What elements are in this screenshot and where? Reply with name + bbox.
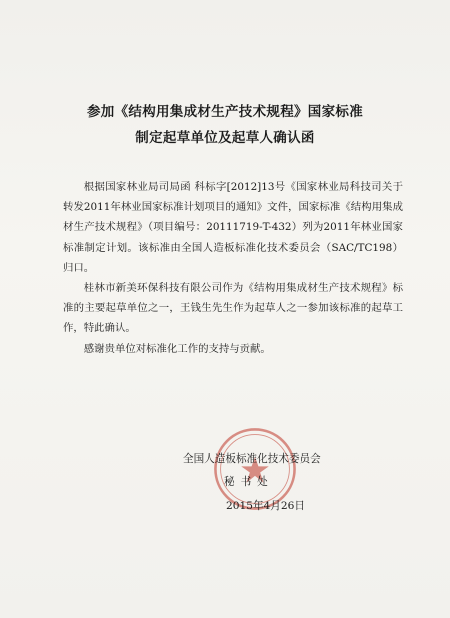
body-paragraph: 感谢贵单位对标准化工作的支持与贡献。	[83, 342, 271, 355]
document-title-line1: 参加《结构用集成材生产技术规程》国家标准	[87, 104, 363, 120]
signature-date: 2015年4月26日	[226, 500, 305, 512]
document-body	[63, 177, 403, 359]
signature-office: 秘书处	[224, 476, 274, 488]
signature-organization: 全国人造板标准化技术委员会	[183, 453, 321, 465]
document-title-line2: 制定起草单位及起草人确认函	[135, 130, 315, 146]
body-paragraph: 桂林市新美环保科技有限公司作为《结构用集成材生产技术规程》标准的主要起草单位之一，王钱生先生作为起草人之一参加该标准的起草工作，特此确认。	[63, 282, 403, 335]
body-paragraph: 根据国家林业局司局函 科标字[2012]13号《国家林业局科技司关于转发2011年林业国家标准计划项目的通知》文件，国家标准《结构用集成材生产技术规程》（项目编号：20111719-T-432）列为2011年林业国家标准制定计划。该标准由全国人造板标准化技术委员会（SAC/TC198）归口。	[63, 181, 403, 274]
